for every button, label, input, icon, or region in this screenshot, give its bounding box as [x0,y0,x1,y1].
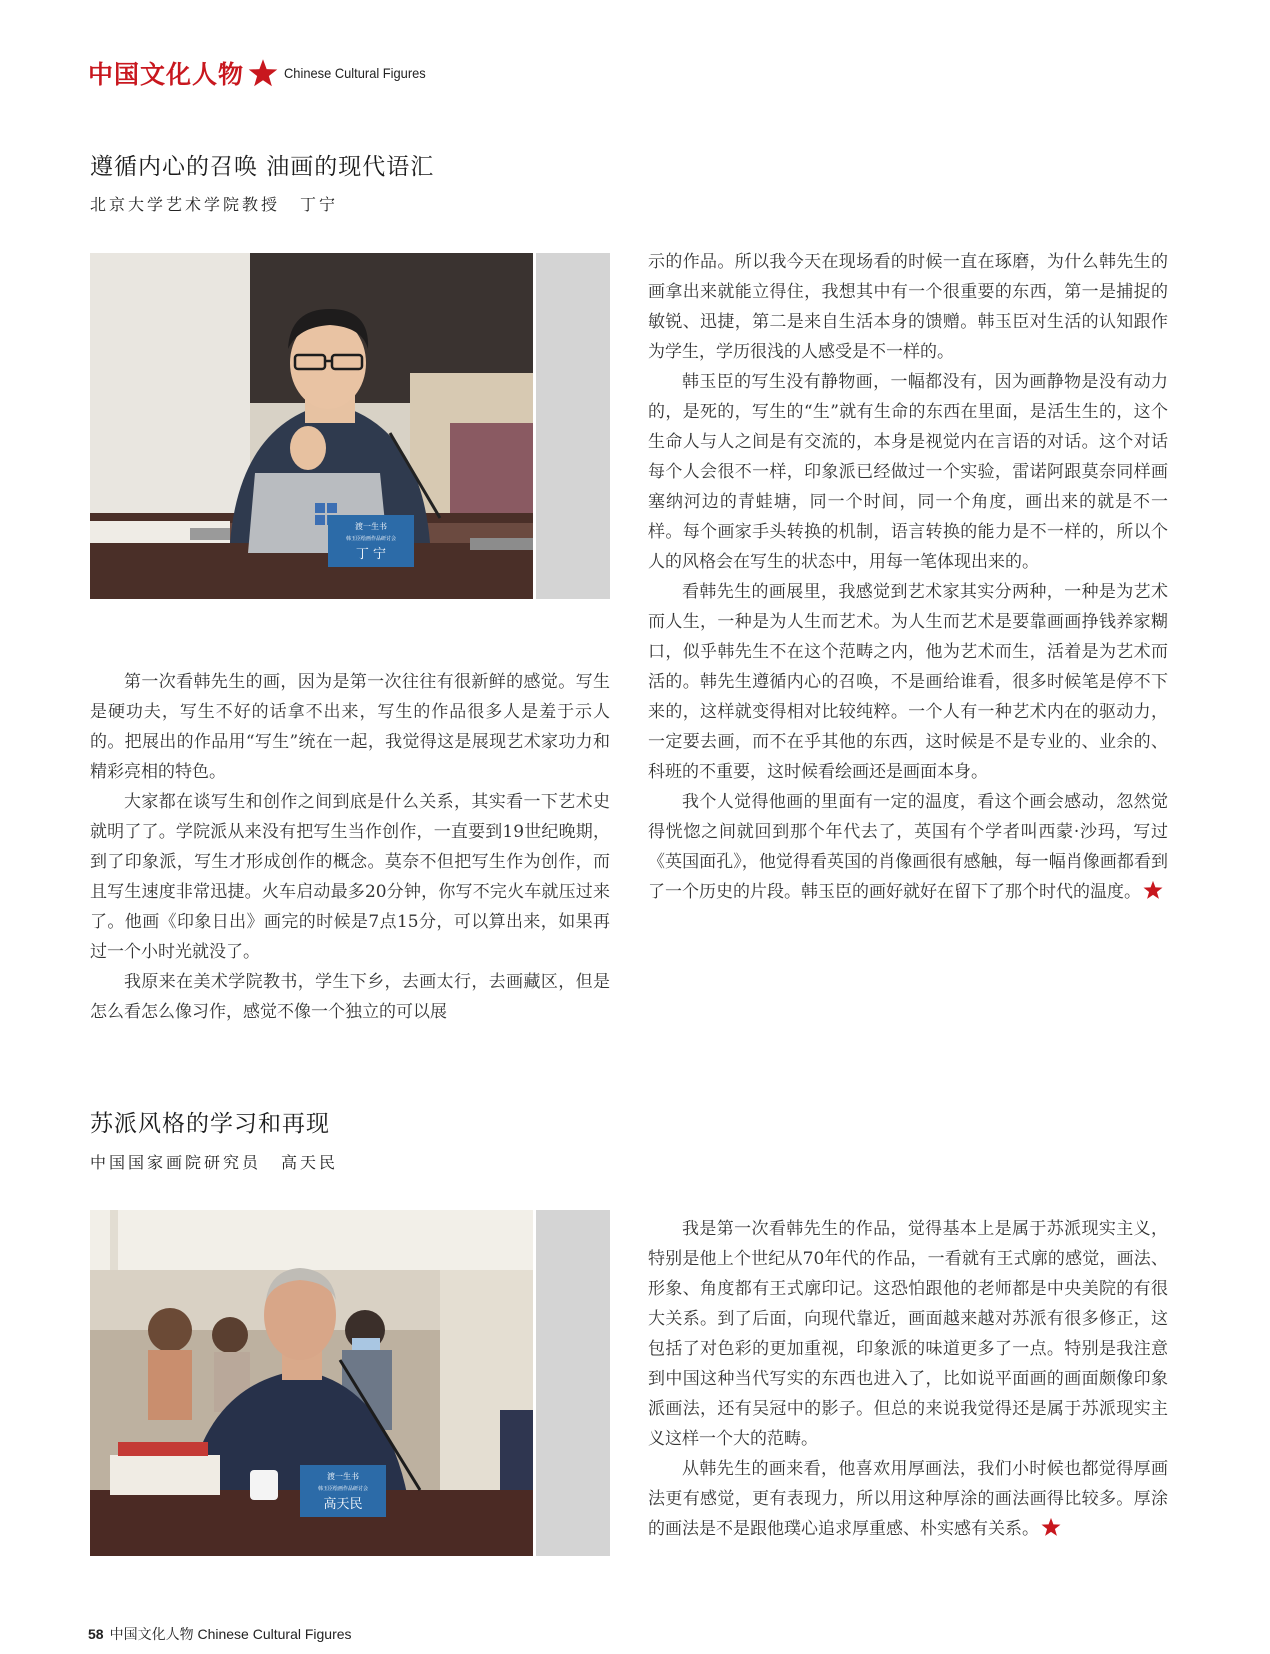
speaker-photo [90,1210,533,1556]
paragraph: 韩玉臣的写生没有静物画，一幅都没有，因为画静物是没有动力的，是死的，写生的“生”就有生命的东西在里面，是活生生的，这个生命人与人之间是有交流的，本身是视觉内在言语的对话。这个对话每个人会很不一样，印象派已经做过一个实验，雷诺阿跟莫奈同样画塞纳河边的青蛙塘，同一个时间，同一个角度，画出来的就是不一样。每个画家手头转换的机制，语言转换的能力是不一样的，所以个人的风格会在写生的状态中，用每一笔体现出来的。 [648,372,1168,572]
brand-logo-english: Chinese Cultural Figures [284,65,426,81]
article-byline [90,1150,338,1173]
author-name: 高天民 [281,1153,339,1172]
footer-brand: 中国文化人物 Chinese Cultural Figures [109,1626,352,1642]
author-title: 北京大学艺术学院教授 [90,195,281,214]
article-title: 遵循内心的召唤 油画的现代语汇 [90,154,435,180]
paragraph: 我原来在美术学院教书，学生下乡，去画太行，去画藏区，但是怎么看怎么像习作，感觉不像一个独立的可以展 [90,972,610,1022]
photo-gray-panel [536,1210,610,1556]
nameplate-name: 高天民 [323,1497,363,1512]
page-number: 58 [88,1626,104,1642]
speaker-photo [90,253,533,599]
paragraph: 大家都在谈写生和创作之间到底是什么关系，其实看一下艺术史就明了了。学院派从来没有把写生当作创作，一直要到19世纪晚期，到了印象派，写生才形成创作的概念。莫奈不但把写生作为创作，而且写生速度非常迅捷。火车启动最多20分钟，你写不完火车就压过来了。他画《印象日出》画完的时候是7点15分，可以算出来，如果再过一个小时光就没了。 [90,792,610,962]
article-photo [90,1210,610,1556]
end-star-icon [1041,1517,1061,1537]
article-byline [90,192,338,215]
brand-logo-chinese: 中国文化人物 [88,60,245,89]
paragraph [648,1454,1168,1544]
article-photo [90,253,610,599]
author-title: 中国国家画院研究员 [90,1153,262,1172]
paragraph-text: 我个人觉得他画的里面有一定的温度，看这个画会感动，忽然觉得恍惚之间就回到那个年代去了，英国有个学者叫西蒙·沙玛，写过《英国面孔》，他觉得看英国的肖像画很有感触，每一幅肖像画都看到了一个历史的片段。韩玉臣的画好就好在留下了那个时代的温度。 [648,792,1168,902]
paragraph-text: 从韩先生的画来看，他喜欢用厚画法，我们小时候也都觉得厚画法更有感觉，更有表现力，所以用这种厚涂的画法画得比较多。厚涂的画法是不是跟他璞心追求厚重感、朴实感有关系。 [648,1459,1168,1539]
nameplate-header: 渡一生书 [355,522,387,531]
end-star-icon [1143,880,1163,900]
nameplate-event: 韩玉臣绘画作品研讨会 [317,1486,369,1492]
red-star-icon [248,58,278,88]
paragraph: 第一次看韩先生的画，因为是第一次往往有很新鲜的感觉。写生是硬功夫，写生不好的话拿不出来，写生的作品很多人是羞于示人的。把展出的作品用“写生”统在一起，我觉得这是展现艺术家功力和精彩亮相的特色。 [90,672,610,782]
article-title: 苏派风格的学习和再现 [90,1111,330,1137]
article1-right-column [648,247,1168,907]
paragraph: 我是第一次看韩先生的作品，觉得基本上是属于苏派现实主义，特别是他上个世纪从70年代的作品，一看就有王式廓的感觉，画法、形象、角度都有王式廓印记。这恐怕跟他的老师都是中央美院的有很大关系。到了后面，向现代靠近，画面越来越对苏派有很多修正，这包括了对色彩的更加重视，印象派的味道更多了一点。特别是我注意到中国这种当代写实的东西也进入了，比如说平面画的画面颇像印象派画法，还有吴冠中的影子。但总的来说我觉得还是属于苏派现实主义这样一个大的范畴。 [648,1219,1168,1449]
article2-right-column [648,1214,1168,1544]
nameplate-header: 渡一生书 [327,1472,359,1481]
author-name: 丁宁 [300,195,339,214]
paragraph [648,787,1168,907]
nameplate-event: 韩玉臣绘画作品研讨会 [345,536,397,542]
article1-left-column [90,667,610,1027]
paragraph: 示的作品。所以我今天在现场看的时候一直在琢磨，为什么韩先生的画拿出来就能立得住，我想其中有一个很重要的东西，第一是捕捉的敏锐、迅捷，第二是来自生活本身的馈赠。韩玉臣对生活的认知跟作为学生，学历很浅的人感受是不一样的。 [648,252,1168,362]
magazine-header [88,55,438,91]
paragraph: 看韩先生的画展里，我感觉到艺术家其实分两种，一种是为艺术而人生，一种是为人生而艺术。为人生而艺术是要靠画画挣钱养家糊口，似乎韩先生不在这个范畴之内，他为艺术而生，活着是为艺术而活的。韩先生遵循内心的召唤，不是画给谁看，很多时候笔是停不下来的，这样就变得相对比较纯粹。一个人有一种艺术内在的驱动力，一定要去画，而不在乎其他的东西，这时候是不是专业的、业余的、科班的不重要，这时候看绘画还是画面本身。 [648,582,1168,782]
photo-gray-panel [536,253,610,599]
nameplate-name: 丁 宁 [355,547,387,562]
page-footer [88,1624,352,1644]
